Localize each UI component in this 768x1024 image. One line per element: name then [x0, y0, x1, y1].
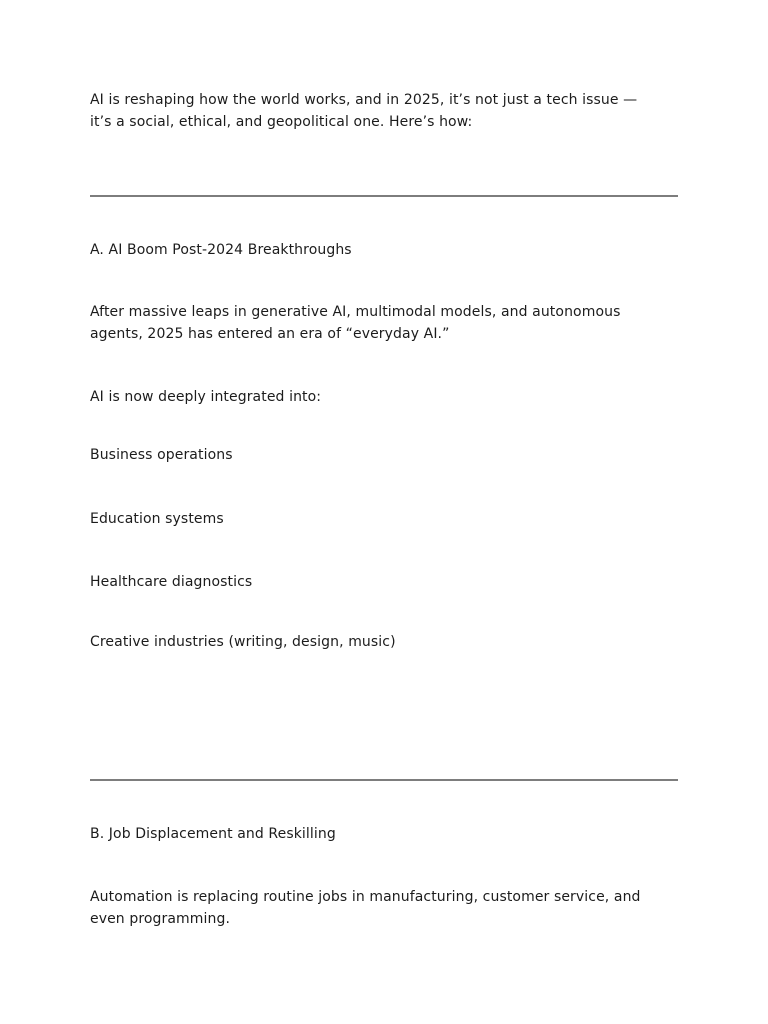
list-item-education-systems: Education systems — [90, 511, 224, 527]
section-a-para-line-1: After massive leaps in generative AI, multimodal models, and autonomous — [90, 304, 621, 320]
intro-line-1: AI is reshaping how the world works, and in 2025, it’s not just a tech issue — — [90, 92, 638, 108]
section-a-heading: A. AI Boom Post-2024 Breakthroughs — [90, 242, 352, 258]
section-divider-a — [90, 195, 678, 197]
section-b-para-line-1: Automation is replacing routine jobs in manufacturing, customer service, and — [90, 889, 641, 905]
section-b-paragraph — [90, 886, 682, 930]
section-b-heading: B. Job Displacement and Reskilling — [90, 826, 336, 842]
section-a-paragraph — [90, 301, 682, 345]
section-a-para-line-2: agents, 2025 has entered an era of “everyday AI.” — [90, 326, 450, 342]
section-divider-b — [90, 779, 678, 781]
section-b-para-line-2: even programming. — [90, 911, 231, 927]
section-a-lead-in: AI is now deeply integrated into: — [90, 389, 322, 405]
list-item-healthcare-diagnostics: Healthcare diagnostics — [90, 574, 253, 590]
intro-line-2: it’s a social, ethical, and geopolitical one. Here’s how: — [90, 114, 473, 130]
intro-paragraph — [90, 89, 682, 133]
list-item-creative-industries: Creative industries (writing, design, music) — [90, 634, 396, 650]
list-item-business-operations: Business operations — [90, 447, 233, 463]
